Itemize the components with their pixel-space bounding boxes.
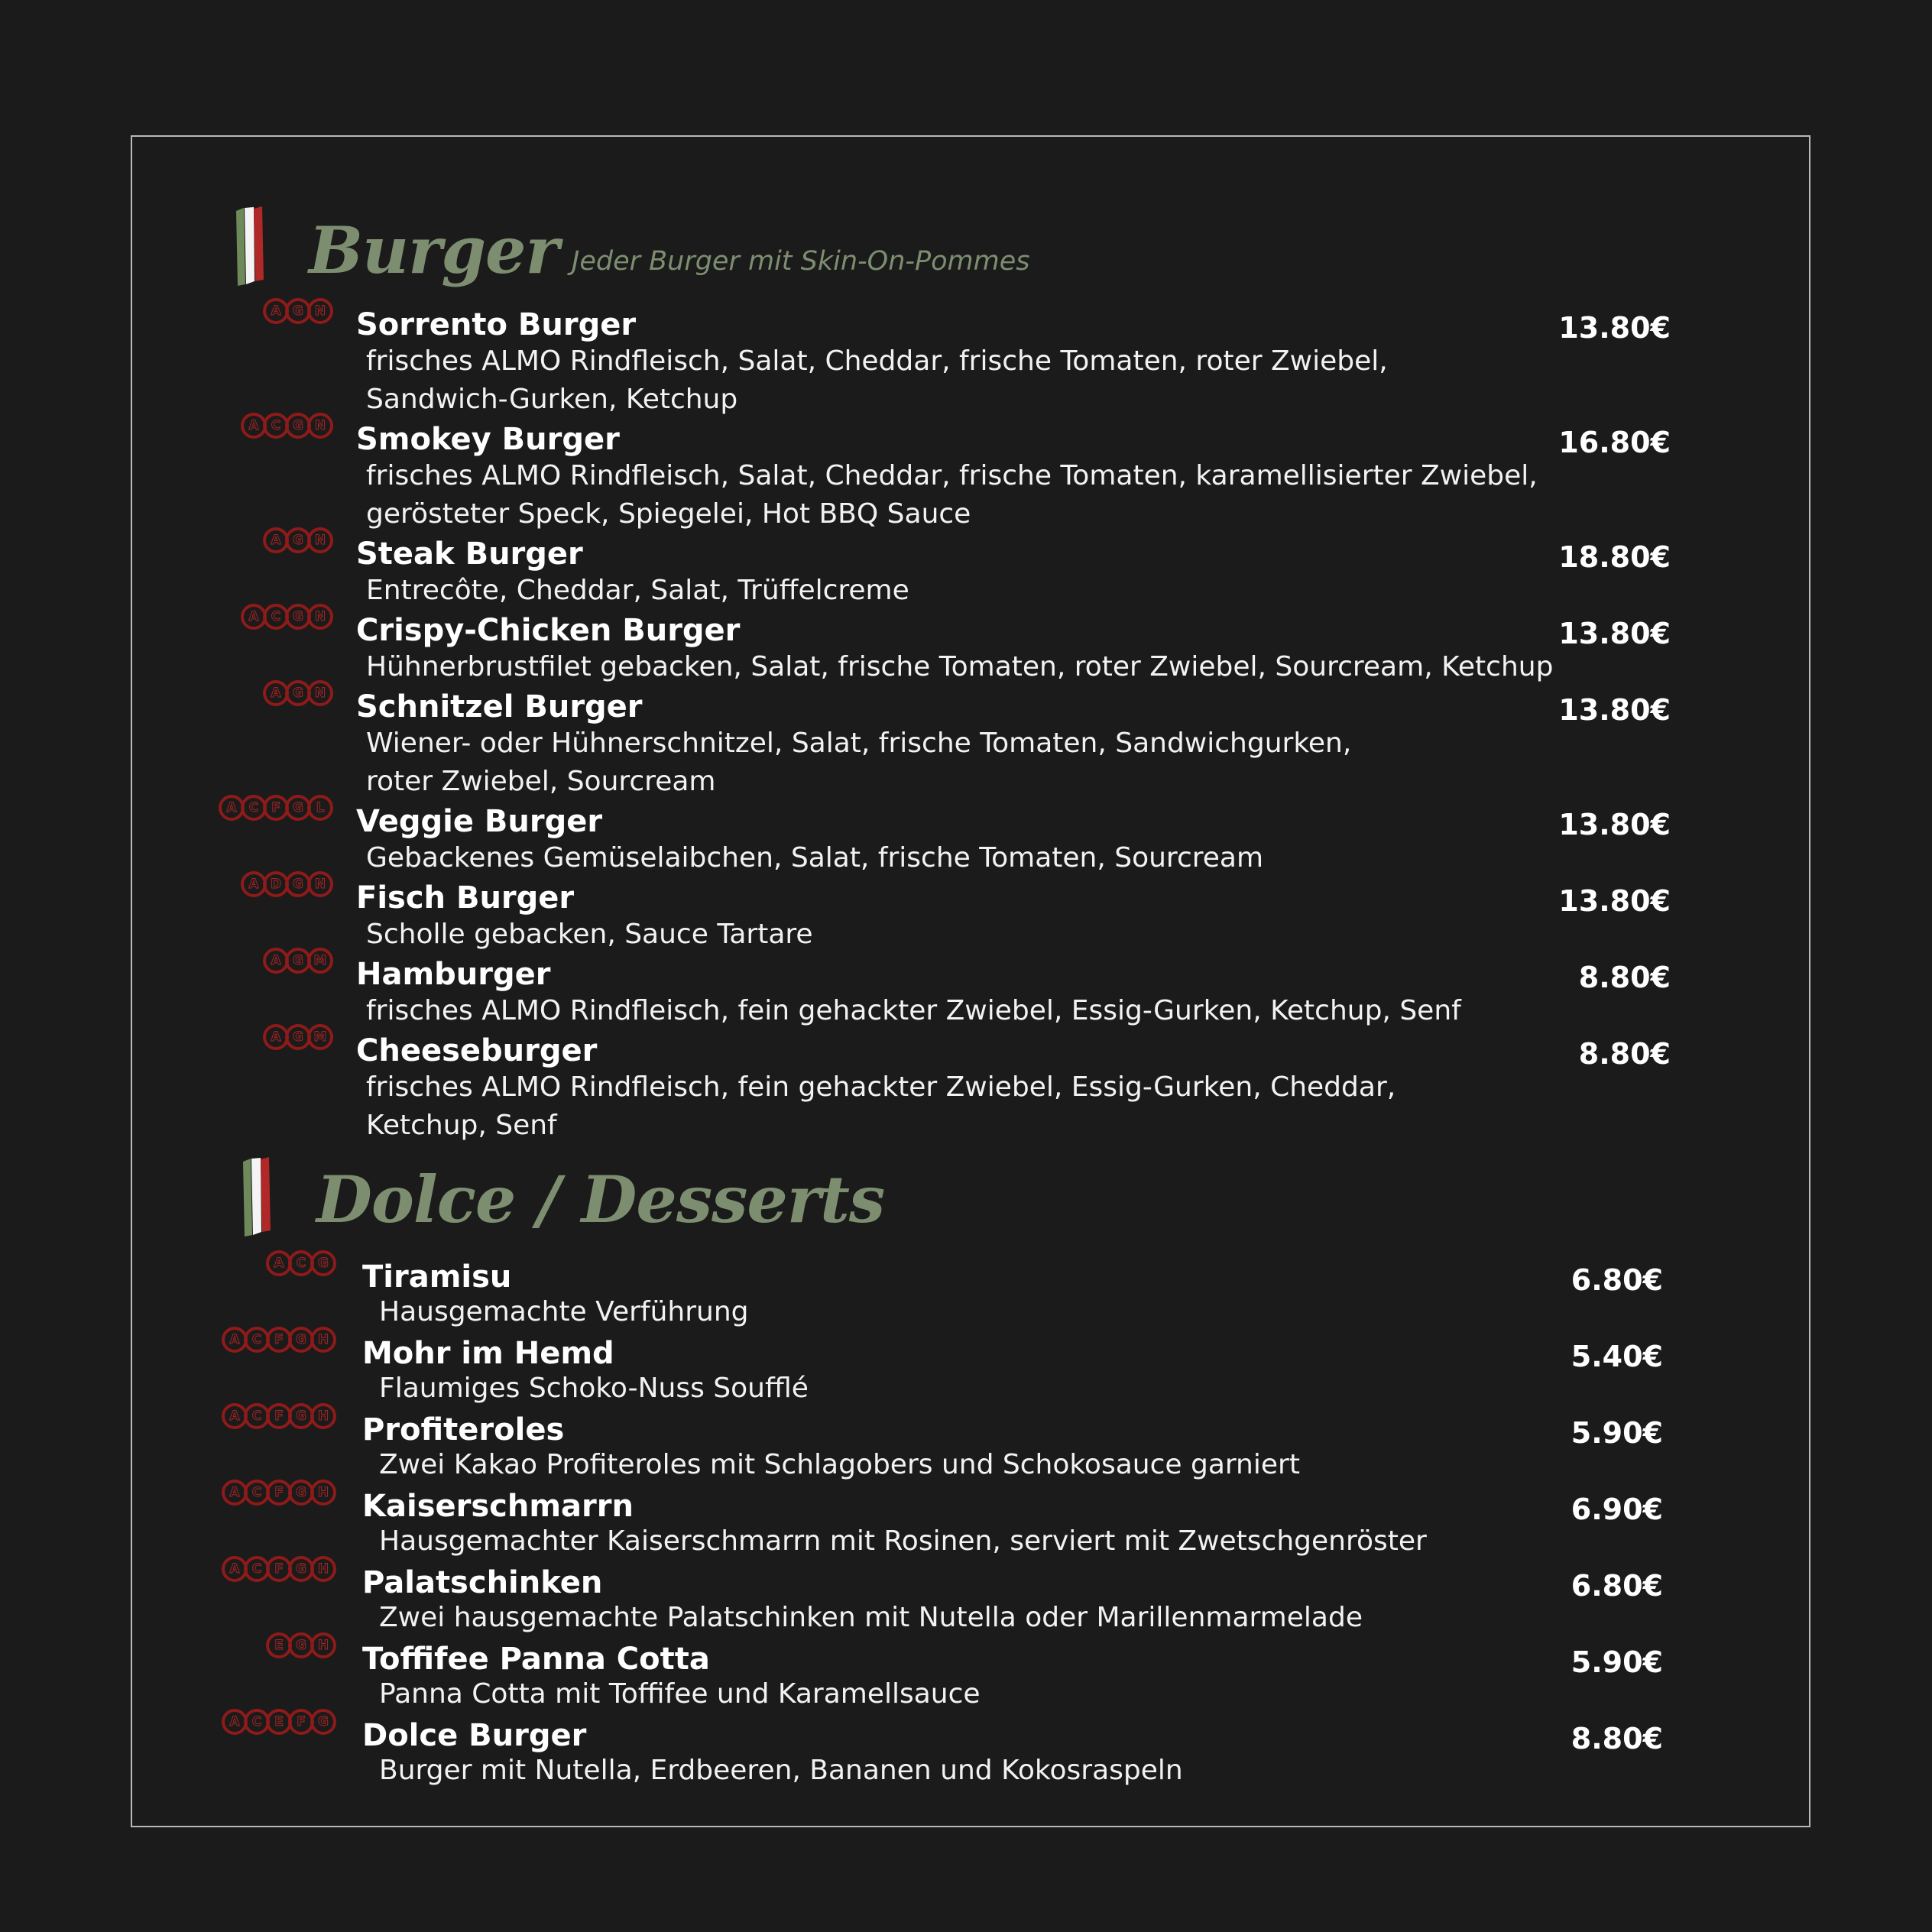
- allergen-badge-icon: G: [285, 413, 311, 439]
- allergen-badge-icon: A: [222, 1556, 248, 1582]
- item-price: 8.80€: [1571, 1722, 1663, 1755]
- item-name: Fisch Burger: [356, 880, 575, 916]
- allergen-badge-icon: H: [310, 1632, 336, 1658]
- item-description: Wiener- oder Hühnerschnitzel, Salat, frische Tomaten, Sandwichgurken, roter Zwiebel, Sourcream: [366, 728, 1352, 797]
- allergen-badge-icon: F: [266, 1556, 292, 1582]
- allergen-badge-icon: M: [307, 1024, 333, 1050]
- allergen-badge-icon: C: [244, 1403, 270, 1429]
- item-name: Smokey Burger: [356, 422, 620, 457]
- allergen-badge-icon: A: [222, 1327, 248, 1353]
- item-description: Hausgemachter Kaiserschmarrn mit Rosinen, serviert mit Zwetschgenröster: [379, 1525, 1427, 1557]
- allergen-codes: [222, 1709, 336, 1735]
- allergen-codes: [266, 1250, 336, 1276]
- allergen-badge-icon: M: [307, 948, 333, 974]
- item-description: Flaumiges Schoko-Nuss Soufflé: [379, 1373, 809, 1404]
- allergen-badge-icon: N: [307, 298, 333, 324]
- item-description: Zwei hausgemachte Palatschinken mit Nutella oder Marillenmarmelade: [379, 1602, 1363, 1633]
- allergen-codes: [263, 1024, 333, 1050]
- allergen-badge-icon: A: [222, 1709, 248, 1735]
- item-name: Veggie Burger: [356, 804, 603, 839]
- allergen-badge-icon: N: [307, 604, 333, 630]
- item-price: 13.80€: [1558, 884, 1671, 918]
- allergen-badge-icon: G: [285, 604, 311, 630]
- item-description: Scholle gebacken, Sauce Tartare: [366, 919, 813, 950]
- allergen-badge-icon: G: [288, 1403, 314, 1429]
- allergen-badge-icon: F: [288, 1709, 314, 1735]
- allergen-badge-icon: F: [266, 1327, 292, 1353]
- allergen-badge-icon: C: [244, 1709, 270, 1735]
- allergen-badge-icon: C: [244, 1556, 270, 1582]
- item-description: Zwei Kakao Profiteroles mit Schlagobers und Schokosauce garniert: [379, 1449, 1300, 1480]
- item-price: 8.80€: [1578, 961, 1671, 994]
- allergen-badge-icon: L: [307, 795, 333, 821]
- allergen-codes: [241, 413, 333, 439]
- item-name: Profiteroles: [362, 1412, 565, 1447]
- item-name: Hamburger: [356, 957, 551, 992]
- allergen-badge-icon: G: [285, 527, 311, 553]
- allergen-badge-icon: G: [288, 1632, 314, 1658]
- allergen-badge-icon: C: [244, 1480, 270, 1506]
- allergen-badge-icon: A: [241, 871, 267, 897]
- allergen-codes: [222, 1403, 336, 1429]
- allergen-badge-icon: C: [263, 413, 289, 439]
- item-description: frisches ALMO Rindfleisch, Salat, Cheddar, frische Tomaten, karamellisierter Zwiebel, gerösteter Speck, Spiegelei, Hot BBQ Sauce: [366, 460, 1538, 530]
- allergen-badge-icon: E: [266, 1632, 292, 1658]
- allergen-badge-icon: G: [288, 1480, 314, 1506]
- allergen-badge-icon: G: [310, 1709, 336, 1735]
- allergen-badge-icon: A: [266, 1250, 292, 1276]
- item-description: Entrecôte, Cheddar, Salat, Trüffelcreme: [366, 575, 909, 606]
- allergen-badge-icon: A: [219, 795, 245, 821]
- item-price: 6.90€: [1571, 1493, 1663, 1526]
- allergen-badge-icon: A: [222, 1480, 248, 1506]
- allergen-codes: [222, 1480, 336, 1506]
- allergen-badge-icon: A: [263, 1024, 289, 1050]
- item-description: frisches ALMO Rindfleisch, fein gehackter Zwiebel, Essig-Gurken, Cheddar, Ketchup, Senf: [366, 1071, 1396, 1141]
- allergen-badge-icon: A: [263, 680, 289, 706]
- allergen-badge-icon: C: [244, 1327, 270, 1353]
- item-name: Kaiserschmarrn: [362, 1489, 634, 1524]
- italian-flag-icon: [240, 1156, 275, 1238]
- allergen-badge-icon: A: [263, 948, 289, 974]
- burger-section-title: Burger: [309, 212, 559, 288]
- allergen-badge-icon: F: [263, 795, 289, 821]
- item-description: Hühnerbrustfilet gebacken, Salat, frische Tomaten, roter Zwiebel, Sourcream, Ketchup: [366, 651, 1554, 682]
- item-name: Cheeseburger: [356, 1033, 598, 1068]
- allergen-codes: [222, 1327, 336, 1353]
- item-price: 6.80€: [1571, 1263, 1663, 1297]
- allergen-badge-icon: G: [285, 795, 311, 821]
- item-price: 13.80€: [1558, 311, 1671, 345]
- allergen-badge-icon: H: [310, 1556, 336, 1582]
- allergen-badge-icon: G: [285, 298, 311, 324]
- allergen-codes: [263, 527, 333, 553]
- allergen-badge-icon: E: [266, 1709, 292, 1735]
- allergen-badge-icon: N: [307, 413, 333, 439]
- allergen-badge-icon: N: [307, 871, 333, 897]
- item-price: 13.80€: [1558, 693, 1671, 727]
- allergen-badge-icon: H: [310, 1480, 336, 1506]
- allergen-badge-icon: G: [310, 1250, 336, 1276]
- item-price: 16.80€: [1558, 426, 1671, 459]
- item-name: Crispy-Chicken Burger: [356, 613, 741, 648]
- item-name: Tiramisu: [362, 1259, 512, 1295]
- item-description: Hausgemachte Verführung: [379, 1296, 749, 1327]
- item-description: Gebackenes Gemüselaibchen, Salat, frische Tomaten, Sourcream: [366, 842, 1264, 874]
- item-price: 13.80€: [1558, 808, 1671, 841]
- allergen-badge-icon: A: [263, 298, 289, 324]
- item-description: frisches ALMO Rindfleisch, fein gehackter Zwiebel, Essig-Gurken, Ketchup, Senf: [366, 995, 1461, 1026]
- desserts-section-title: Dolce / Desserts: [316, 1162, 885, 1237]
- item-name: Toffifee Panna Cotta: [362, 1642, 710, 1677]
- item-name: Steak Burger: [356, 536, 583, 572]
- allergen-badge-icon: H: [310, 1403, 336, 1429]
- allergen-badge-icon: G: [285, 1024, 311, 1050]
- allergen-badge-icon: N: [307, 527, 333, 553]
- allergen-badge-icon: A: [241, 413, 267, 439]
- allergen-badge-icon: H: [310, 1327, 336, 1353]
- allergen-codes: [241, 604, 333, 630]
- allergen-badge-icon: G: [285, 680, 311, 706]
- allergen-badge-icon: F: [266, 1403, 292, 1429]
- item-description: Burger mit Nutella, Erdbeeren, Bananen und Kokosraspeln: [379, 1755, 1183, 1786]
- item-price: 6.80€: [1571, 1569, 1663, 1603]
- allergen-badge-icon: A: [222, 1403, 248, 1429]
- item-name: Palatschinken: [362, 1565, 603, 1600]
- item-price: 13.80€: [1558, 617, 1671, 650]
- allergen-codes: [263, 948, 333, 974]
- allergen-badge-icon: D: [263, 871, 289, 897]
- allergen-codes: [263, 680, 333, 706]
- burger-section-subtitle: Jeder Burger mit Skin-On-Pommes: [572, 246, 1030, 277]
- allergen-badge-icon: A: [241, 604, 267, 630]
- item-description: Panna Cotta mit Toffifee und Karamellsauce: [379, 1678, 981, 1710]
- allergen-badge-icon: G: [285, 948, 311, 974]
- item-price: 8.80€: [1578, 1037, 1671, 1071]
- allergen-codes: [241, 871, 333, 897]
- allergen-badge-icon: G: [288, 1327, 314, 1353]
- item-name: Schnitzel Burger: [356, 689, 643, 724]
- allergen-badge-icon: A: [263, 527, 289, 553]
- item-description: frisches ALMO Rindfleisch, Salat, Cheddar, frische Tomaten, roter Zwiebel, Sandwich-Gurken, Ketchup: [366, 345, 1388, 415]
- item-name: Sorrento Burger: [356, 307, 637, 342]
- allergen-badge-icon: F: [266, 1480, 292, 1506]
- allergen-codes: [219, 795, 333, 821]
- allergen-codes: [266, 1632, 336, 1658]
- item-price: 18.80€: [1558, 540, 1671, 574]
- allergen-badge-icon: G: [288, 1556, 314, 1582]
- italian-flag-icon: [233, 205, 268, 287]
- item-name: Dolce Burger: [362, 1718, 587, 1753]
- allergen-badge-icon: C: [288, 1250, 314, 1276]
- allergen-codes: [263, 298, 333, 324]
- item-price: 5.90€: [1571, 1416, 1663, 1450]
- allergen-badge-icon: N: [307, 680, 333, 706]
- allergen-badge-icon: C: [241, 795, 267, 821]
- allergen-badge-icon: C: [263, 604, 289, 630]
- item-price: 5.40€: [1571, 1340, 1663, 1373]
- allergen-codes: [222, 1556, 336, 1582]
- item-price: 5.90€: [1571, 1645, 1663, 1679]
- allergen-badge-icon: G: [285, 871, 311, 897]
- item-name: Mohr im Hemd: [362, 1336, 614, 1371]
